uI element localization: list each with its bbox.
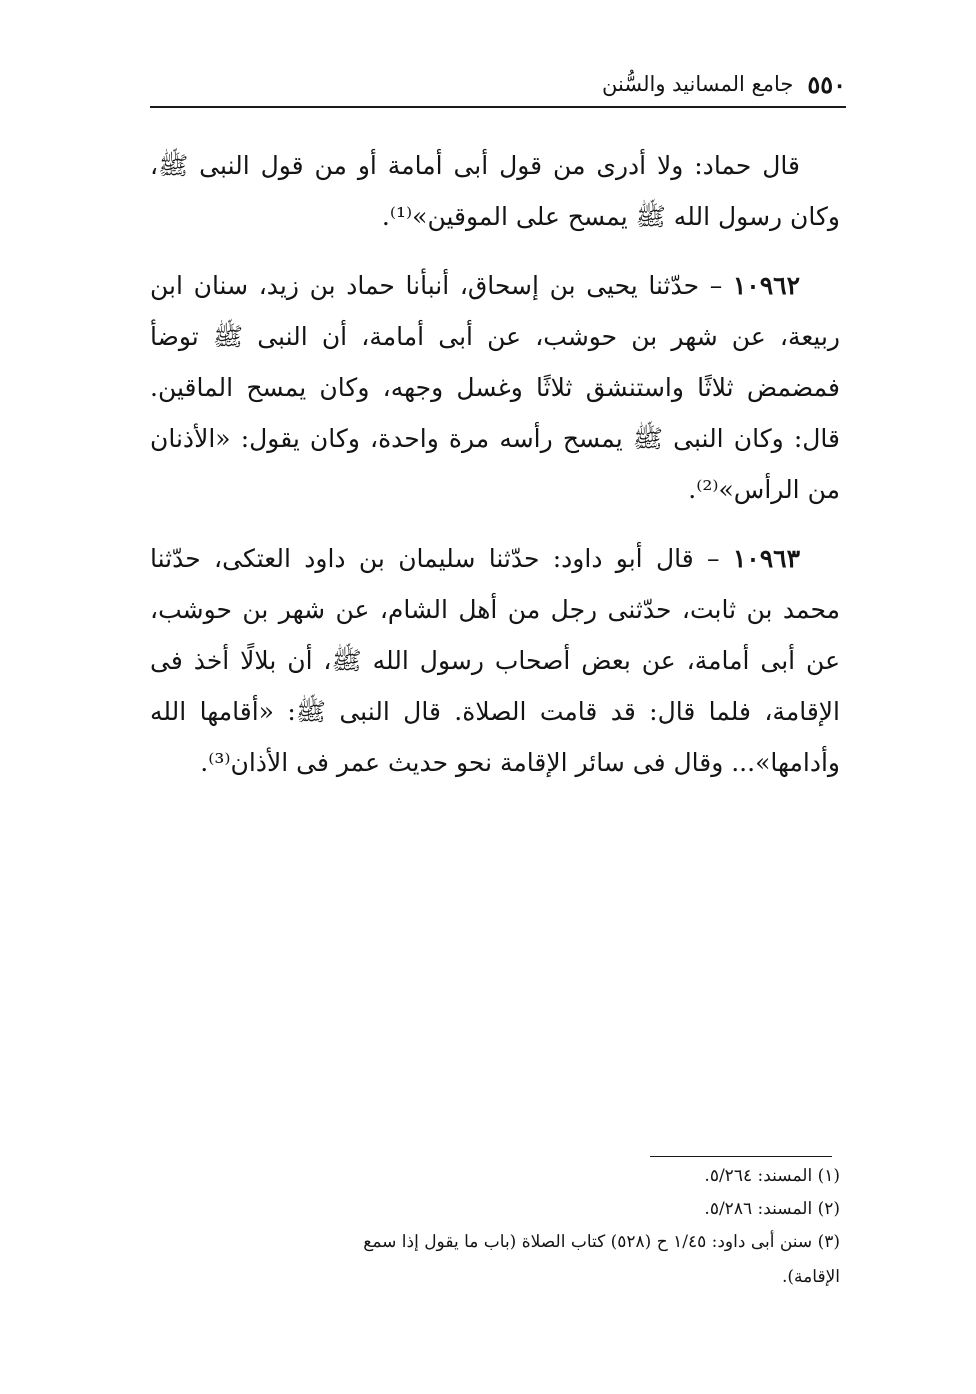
page-number: ٥٥٠ (807, 69, 846, 99)
paragraph-text: – حدّثنا يحيى بن إسحاق، أنبأنا حماد بن زيد، سنان ابن ربيعة، عن شهر بن حوشب، عن أبى أمامة، أن النبى ﷺ توضأ فمضمض ثلاثًا واستنشق ثلاثًا وغسل وجهه، وكان يمسح الماقين. قال: وكان النبى ﷺ يمسح رأسه مرة واحدة، وكان يقول: «الأذنان من الرأس»⁽²⁾. (150, 271, 840, 504)
header-rule (150, 106, 846, 108)
paragraph-text: قال حماد: ولا أدرى من قول أبى أمامة أو من قول النبى ﷺ، وكان رسول الله ﷺ يمسح على الموقين»⁽¹⁾. (150, 151, 840, 231)
hadith-10962 (150, 260, 840, 515)
footnotes (150, 1160, 840, 1295)
footnote-3: (٣) سنن أبى داود: ١/٤٥ ح (٥٢٨) كتاب الصلاة (باب ما يقول إذا سمع (363, 1232, 840, 1252)
hadith-number: ١٠٩٦٢ (732, 271, 800, 300)
main-text (150, 140, 840, 806)
footnote-2: (٢) المسند: ٥/٢٨٦. (704, 1199, 840, 1219)
paragraph-continuation (150, 140, 840, 242)
hadith-10963 (150, 533, 840, 788)
footnote-1: (١) المسند: ٥/٢٦٤. (704, 1166, 840, 1186)
footnote-3-continuation: الإقامة). (782, 1267, 840, 1287)
page-header (150, 66, 846, 102)
running-title: جامع المسانيد والسُّنن (602, 72, 794, 96)
hadith-number: ١٠٩٦٣ (732, 544, 800, 573)
footnote-rule (650, 1156, 832, 1157)
paragraph-text: – قال أبو داود: حدّثنا سليمان بن داود العتكى، حدّثنا محمد بن ثابت، حدّثنى رجل من أهل الشام، عن شهر بن حوشب، عن أبى أمامة، عن بعض أصحاب رسول الله ﷺ، أن بلالًا أخذ فى الإقامة، فلما قال: قد قامت الصلاة. قال النبى ﷺ: «أقامها الله وأدامها»... وقال فى سائر الإقامة نحو حديث عمر فى الأذان⁽³⁾. (150, 544, 840, 777)
